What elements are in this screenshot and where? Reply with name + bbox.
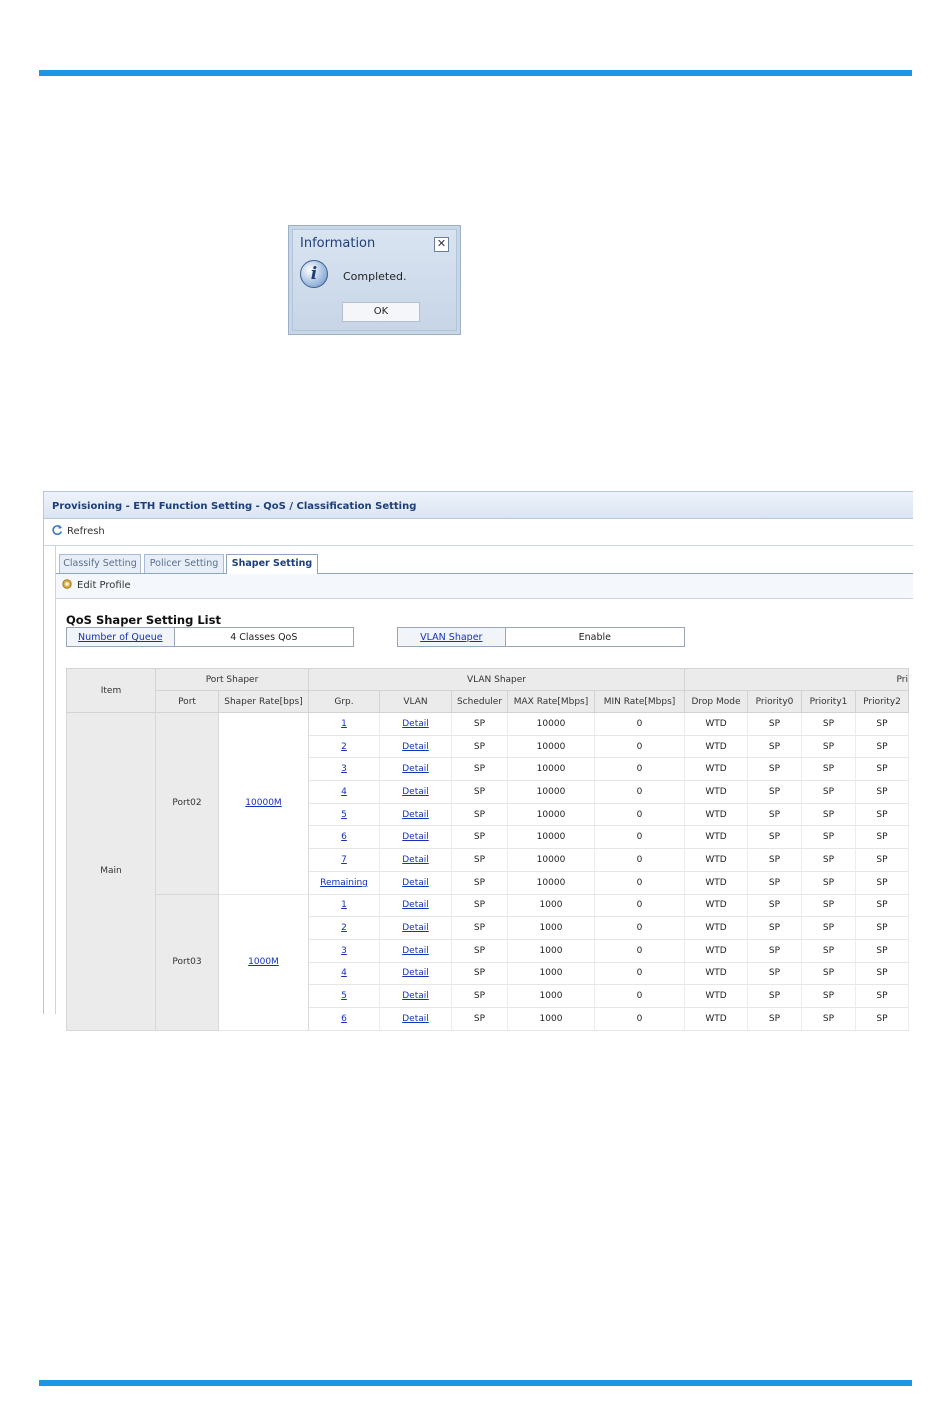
col-priority0: Priority0 — [748, 691, 802, 713]
grp-cell — [309, 939, 380, 962]
number-of-queue-link[interactable]: Number of Queue — [78, 632, 163, 643]
refresh-button[interactable] — [51, 526, 105, 537]
ok-button[interactable]: OK — [342, 302, 420, 322]
priority0-cell: SP — [748, 894, 802, 917]
vlan-detail-cell — [380, 849, 452, 872]
vlan-detail-cell — [380, 826, 452, 849]
min-rate-cell: 0 — [595, 713, 685, 736]
priority0-cell: SP — [748, 962, 802, 985]
item-cell: Main — [67, 713, 156, 1031]
refresh-label: Refresh — [67, 526, 105, 537]
priority1-cell: SP — [802, 939, 856, 962]
vlan-detail-cell — [380, 803, 452, 826]
scheduler-cell: SP — [452, 735, 508, 758]
app-window — [43, 491, 913, 1024]
shaper-rate-link[interactable]: 1000M — [248, 957, 279, 968]
drop-mode-cell: WTD — [685, 1007, 748, 1030]
col-priority2: Priority2 — [856, 691, 909, 713]
min-rate-cell: 0 — [595, 939, 685, 962]
scheduler-cell: SP — [452, 939, 508, 962]
drop-mode-cell: WTD — [685, 962, 748, 985]
priority0-cell: SP — [748, 826, 802, 849]
col-scheduler: Scheduler — [452, 691, 508, 713]
max-rate-cell: 10000 — [508, 803, 595, 826]
priority0-cell: SP — [748, 803, 802, 826]
port-cell: Port02 — [156, 713, 219, 895]
priority1-cell: SP — [802, 758, 856, 781]
max-rate-cell: 10000 — [508, 781, 595, 804]
min-rate-cell: 0 — [595, 871, 685, 894]
dialog-body — [292, 229, 457, 331]
priority2-cell: SP — [856, 939, 909, 962]
grp-link[interactable]: 3 — [341, 945, 347, 956]
vlan-detail-cell — [380, 939, 452, 962]
max-rate-cell: 10000 — [508, 713, 595, 736]
close-icon[interactable]: ✕ — [434, 237, 449, 252]
grp-link[interactable]: 6 — [341, 1013, 347, 1024]
priority0-cell: SP — [748, 1007, 802, 1030]
priority0-cell: SP — [748, 713, 802, 736]
min-rate-cell: 0 — [595, 803, 685, 826]
port-cell: Port03 — [156, 894, 219, 1030]
window-title: Provisioning - ETH Function Setting - QoS / Classification Setting — [44, 492, 913, 519]
toolbar — [44, 519, 913, 546]
max-rate-cell: 1000 — [508, 985, 595, 1008]
grp-link[interactable]: 4 — [341, 786, 347, 797]
drop-mode-cell: WTD — [685, 713, 748, 736]
grp-link[interactable]: 2 — [341, 741, 347, 752]
scheduler-cell: SP — [452, 917, 508, 940]
max-rate-cell: 1000 — [508, 962, 595, 985]
drop-mode-cell: WTD — [685, 735, 748, 758]
priority1-cell: SP — [802, 985, 856, 1008]
max-rate-cell: 10000 — [508, 871, 595, 894]
shaper-rate-link[interactable]: 10000M — [245, 798, 282, 809]
grp-link[interactable]: 4 — [341, 968, 347, 979]
col-drop-mode: Drop Mode — [685, 691, 748, 713]
scheduler-cell: SP — [452, 713, 508, 736]
col-grp: Grp. — [309, 691, 380, 713]
priority2-cell: SP — [856, 917, 909, 940]
priority1-cell: SP — [802, 962, 856, 985]
priority1-cell: SP — [802, 871, 856, 894]
scheduler-cell: SP — [452, 826, 508, 849]
vlan-detail-link[interactable]: Detail — [402, 945, 429, 956]
priority0-cell: SP — [748, 917, 802, 940]
priority1-cell: SP — [802, 1007, 856, 1030]
drop-mode-cell: WTD — [685, 781, 748, 804]
priority0-cell: SP — [748, 849, 802, 872]
grp-link[interactable]: 7 — [341, 854, 347, 865]
vlan-detail-link[interactable]: Detail — [402, 718, 429, 729]
grp-link[interactable]: 6 — [341, 832, 347, 843]
vlan-shaper-value: Enable — [578, 632, 611, 643]
priority1-cell: SP — [802, 781, 856, 804]
dialog-message: Completed. — [343, 270, 407, 283]
priority1-cell: SP — [802, 917, 856, 940]
priority0-cell: SP — [748, 939, 802, 962]
grp-link[interactable]: 3 — [341, 764, 347, 775]
vlan-detail-cell — [380, 735, 452, 758]
vlan-detail-link[interactable]: Detail — [402, 923, 429, 934]
max-rate-cell: 1000 — [508, 1007, 595, 1030]
vlan-detail-link[interactable]: Detail — [402, 991, 429, 1002]
header-item: Item — [67, 669, 156, 713]
col-priority1: Priority1 — [802, 691, 856, 713]
drop-mode-cell: WTD — [685, 939, 748, 962]
col-port: Port — [156, 691, 219, 713]
min-rate-cell: 0 — [595, 962, 685, 985]
vlan-detail-link[interactable]: Detail — [402, 764, 429, 775]
grp-cell — [309, 1007, 380, 1030]
min-rate-cell: 0 — [595, 849, 685, 872]
priority2-cell: SP — [856, 849, 909, 872]
max-rate-cell: 10000 — [508, 849, 595, 872]
shaper-rate-cell — [219, 713, 309, 895]
table-row — [67, 713, 909, 736]
vlan-detail-link[interactable]: Detail — [402, 900, 429, 911]
vlan-detail-link[interactable]: Detail — [402, 1013, 429, 1024]
priority1-cell: SP — [802, 826, 856, 849]
vlan-detail-link[interactable]: Detail — [402, 854, 429, 865]
grp-link[interactable]: 2 — [341, 923, 347, 934]
priority2-cell: SP — [856, 781, 909, 804]
info-icon: i — [300, 260, 328, 288]
col-vlan: VLAN — [380, 691, 452, 713]
priority2-cell: SP — [856, 962, 909, 985]
scheduler-cell: SP — [452, 781, 508, 804]
refresh-icon — [51, 524, 63, 536]
information-dialog — [288, 225, 461, 335]
table-body — [67, 713, 909, 1031]
min-rate-cell: 0 — [595, 917, 685, 940]
priority0-cell: SP — [748, 781, 802, 804]
scheduler-cell: SP — [452, 985, 508, 1008]
priority2-cell: SP — [856, 826, 909, 849]
priority2-cell: SP — [856, 894, 909, 917]
priority2-cell: SP — [856, 871, 909, 894]
grp-cell — [309, 781, 380, 804]
drop-mode-cell: WTD — [685, 917, 748, 940]
priority2-cell: SP — [856, 803, 909, 826]
grp-cell — [309, 758, 380, 781]
drop-mode-cell: WTD — [685, 849, 748, 872]
priority0-cell: SP — [748, 871, 802, 894]
gear-icon — [61, 578, 73, 590]
header-port-shaper: Port Shaper — [156, 669, 309, 691]
priority0-cell: SP — [748, 735, 802, 758]
vlan-detail-link[interactable]: Detail — [402, 786, 429, 797]
priority1-cell: SP — [802, 803, 856, 826]
grp-link[interactable]: 1 — [341, 900, 347, 911]
header-vlan-shaper: VLAN Shaper — [309, 669, 685, 691]
vlan-detail-cell — [380, 781, 452, 804]
number-of-queue-value: 4 Classes QoS — [230, 632, 298, 643]
priority1-cell: SP — [802, 713, 856, 736]
col-shaper-rate: Shaper Rate[bps] — [219, 691, 309, 713]
grp-cell — [309, 962, 380, 985]
scheduler-cell: SP — [452, 849, 508, 872]
vlan-detail-cell — [380, 871, 452, 894]
edit-profile-button[interactable] — [61, 580, 131, 591]
grp-link[interactable]: 5 — [341, 809, 347, 820]
scheduler-cell: SP — [452, 962, 508, 985]
drop-mode-cell: WTD — [685, 826, 748, 849]
priority2-cell: SP — [856, 1007, 909, 1030]
priority2-cell: SP — [856, 985, 909, 1008]
priority1-cell: SP — [802, 849, 856, 872]
vlan-detail-cell — [380, 962, 452, 985]
tab-shaper-setting[interactable]: Shaper Setting — [226, 554, 318, 574]
drop-mode-cell: WTD — [685, 803, 748, 826]
tab-panel — [55, 546, 913, 1024]
vlan-detail-link[interactable]: Detail — [402, 877, 429, 888]
vlan-detail-link[interactable]: Detail — [402, 832, 429, 843]
priority0-cell: SP — [748, 985, 802, 1008]
priority1-cell: SP — [802, 894, 856, 917]
scheduler-cell: SP — [452, 871, 508, 894]
vlan-detail-cell — [380, 758, 452, 781]
grp-link[interactable]: 5 — [341, 991, 347, 1002]
min-rate-cell: 0 — [595, 781, 685, 804]
max-rate-cell: 10000 — [508, 735, 595, 758]
header-priority: Pri — [685, 669, 909, 691]
min-rate-cell: 0 — [595, 826, 685, 849]
max-rate-cell: 1000 — [508, 894, 595, 917]
grp-cell — [309, 985, 380, 1008]
scheduler-cell: SP — [452, 894, 508, 917]
grp-cell — [309, 917, 380, 940]
tab-bar — [56, 546, 913, 574]
grp-link[interactable]: 1 — [341, 718, 347, 729]
dialog-title: Information — [300, 236, 376, 251]
number-of-queue-field — [66, 627, 354, 647]
grp-cell — [309, 849, 380, 872]
priority0-cell: SP — [748, 758, 802, 781]
min-rate-cell: 0 — [595, 894, 685, 917]
vlan-detail-cell — [380, 985, 452, 1008]
min-rate-cell: 0 — [595, 1007, 685, 1030]
drop-mode-cell: WTD — [685, 894, 748, 917]
col-min-rate: MIN Rate[Mbps] — [595, 691, 685, 713]
shaper-table — [66, 668, 909, 1031]
vlan-detail-link[interactable]: Detail — [402, 809, 429, 820]
vlan-detail-cell — [380, 1007, 452, 1030]
drop-mode-cell: WTD — [685, 871, 748, 894]
grp-cell — [309, 713, 380, 736]
drop-mode-cell: WTD — [685, 758, 748, 781]
tab-classify-setting[interactable]: Classify Setting — [59, 554, 141, 573]
grp-cell — [309, 894, 380, 917]
vlan-shaper-field — [397, 627, 685, 647]
edit-profile-label: Edit Profile — [77, 580, 131, 591]
table-row — [67, 894, 909, 917]
grp-cell — [309, 735, 380, 758]
shaper-rate-cell — [219, 894, 309, 1030]
grp-cell — [309, 803, 380, 826]
priority2-cell: SP — [856, 735, 909, 758]
drop-mode-cell: WTD — [685, 985, 748, 1008]
sub-toolbar — [56, 574, 913, 599]
col-max-rate: MAX Rate[Mbps] — [508, 691, 595, 713]
vlan-detail-link[interactable]: Detail — [402, 968, 429, 979]
vlan-detail-cell — [380, 894, 452, 917]
min-rate-cell: 0 — [595, 758, 685, 781]
vlan-detail-cell — [380, 917, 452, 940]
min-rate-cell: 0 — [595, 735, 685, 758]
scheduler-cell: SP — [452, 758, 508, 781]
max-rate-cell: 1000 — [508, 939, 595, 962]
max-rate-cell: 10000 — [508, 826, 595, 849]
scheduler-cell: SP — [452, 803, 508, 826]
grp-cell — [309, 826, 380, 849]
max-rate-cell: 10000 — [508, 758, 595, 781]
bottom-rule — [39, 1380, 912, 1386]
priority2-cell: SP — [856, 713, 909, 736]
tab-policer-setting[interactable]: Policer Setting — [144, 554, 224, 573]
priority2-cell: SP — [856, 758, 909, 781]
max-rate-cell: 1000 — [508, 917, 595, 940]
scheduler-cell: SP — [452, 1007, 508, 1030]
top-rule — [39, 70, 912, 76]
priority1-cell: SP — [802, 735, 856, 758]
grp-cell — [309, 871, 380, 894]
vlan-detail-cell — [380, 713, 452, 736]
grp-link[interactable]: Remaining — [320, 877, 368, 888]
vlan-detail-link[interactable]: Detail — [402, 741, 429, 752]
list-title: QoS Shaper Setting List — [66, 613, 221, 627]
min-rate-cell: 0 — [595, 985, 685, 1008]
vlan-shaper-link[interactable]: VLAN Shaper — [420, 632, 483, 643]
